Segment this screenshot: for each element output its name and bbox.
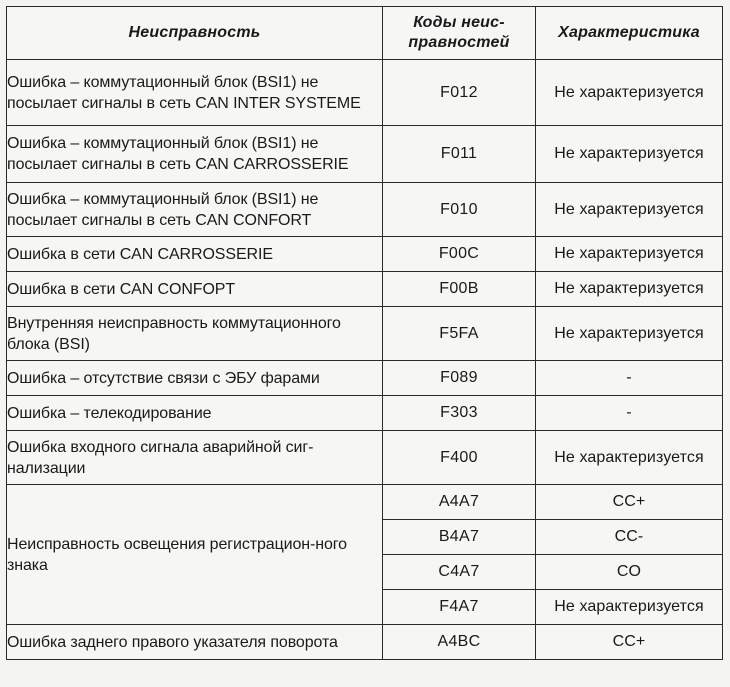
fault-cell: Ошибка – коммутационный блок (BSI1) не посылает сигналы в сеть CAN CONFORT — [7, 183, 383, 237]
fault-codes-table — [6, 6, 723, 660]
code-cell: F5FA — [383, 307, 536, 361]
code-cell: F011 — [383, 126, 536, 183]
code-cell: C4A7 — [383, 555, 536, 590]
table-row — [7, 272, 723, 307]
fault-cell: Ошибка заднего правого указателя поворота — [7, 625, 383, 660]
characteristic-cell: Не характеризуется — [536, 590, 723, 625]
header-codes — [383, 7, 536, 60]
characteristic-cell: CC- — [536, 520, 723, 555]
table-row — [7, 361, 723, 396]
header-row — [7, 7, 723, 60]
characteristic-cell: Не характеризуется — [536, 307, 723, 361]
fault-cell: Ошибка в сети CAN CARROSSERIE — [7, 237, 383, 272]
characteristic-cell: Не характеризуется — [536, 272, 723, 307]
code-cell: F00B — [383, 272, 536, 307]
characteristic-cell: Не характеризуется — [536, 126, 723, 183]
code-cell: F012 — [383, 60, 536, 126]
code-cell: F089 — [383, 361, 536, 396]
fault-cell: Ошибка – телекодирование — [7, 396, 383, 431]
code-cell: F010 — [383, 183, 536, 237]
code-cell: A4A7 — [383, 485, 536, 520]
table-row — [7, 237, 723, 272]
code-cell: B4A7 — [383, 520, 536, 555]
table-row — [7, 126, 723, 183]
code-cell: F4A7 — [383, 590, 536, 625]
header-codes-line2: правностей — [408, 34, 510, 51]
table-row — [7, 396, 723, 431]
table-row — [7, 183, 723, 237]
characteristic-cell: Не характеризуется — [536, 431, 723, 485]
code-cell: A4BC — [383, 625, 536, 660]
header-fault: Неисправность — [7, 7, 383, 60]
fault-cell: Ошибка – коммутационный блок (BSI1) не посылает сигналы в сеть CAN CARROSSERIE — [7, 126, 383, 183]
table-row — [7, 307, 723, 361]
characteristic-cell: - — [536, 396, 723, 431]
fault-cell: Ошибка в сети CAN CONFOPT — [7, 272, 383, 307]
code-cell: F400 — [383, 431, 536, 485]
header-codes-line1: Коды неис- — [413, 14, 505, 31]
characteristic-cell: - — [536, 361, 723, 396]
table-row — [7, 431, 723, 485]
fault-cell: Ошибка – отсутствие связи с ЭБУ фарами — [7, 361, 383, 396]
table-row — [7, 485, 723, 520]
code-cell: F00C — [383, 237, 536, 272]
characteristic-cell: CO — [536, 555, 723, 590]
characteristic-cell: Не характеризуется — [536, 60, 723, 126]
fault-cell-plate-light: Неисправность освещения регистрацион-ного знака — [7, 485, 383, 625]
characteristic-cell: Не характеризуется — [536, 183, 723, 237]
characteristic-cell: Не характеризуется — [536, 237, 723, 272]
characteristic-cell: CC+ — [536, 625, 723, 660]
header-characteristic: Характеристика — [536, 7, 723, 60]
fault-cell: Ошибка входного сигнала аварийной сиг-нализации — [7, 431, 383, 485]
code-cell: F303 — [383, 396, 536, 431]
table-row — [7, 60, 723, 126]
fault-cell: Ошибка – коммутационный блок (BSI1) не посылает сигналы в сеть CAN INTER SYSTEME — [7, 60, 383, 126]
fault-cell: Внутренняя неисправность коммутационного блока (BSI) — [7, 307, 383, 361]
table-row — [7, 625, 723, 660]
characteristic-cell: CC+ — [536, 485, 723, 520]
